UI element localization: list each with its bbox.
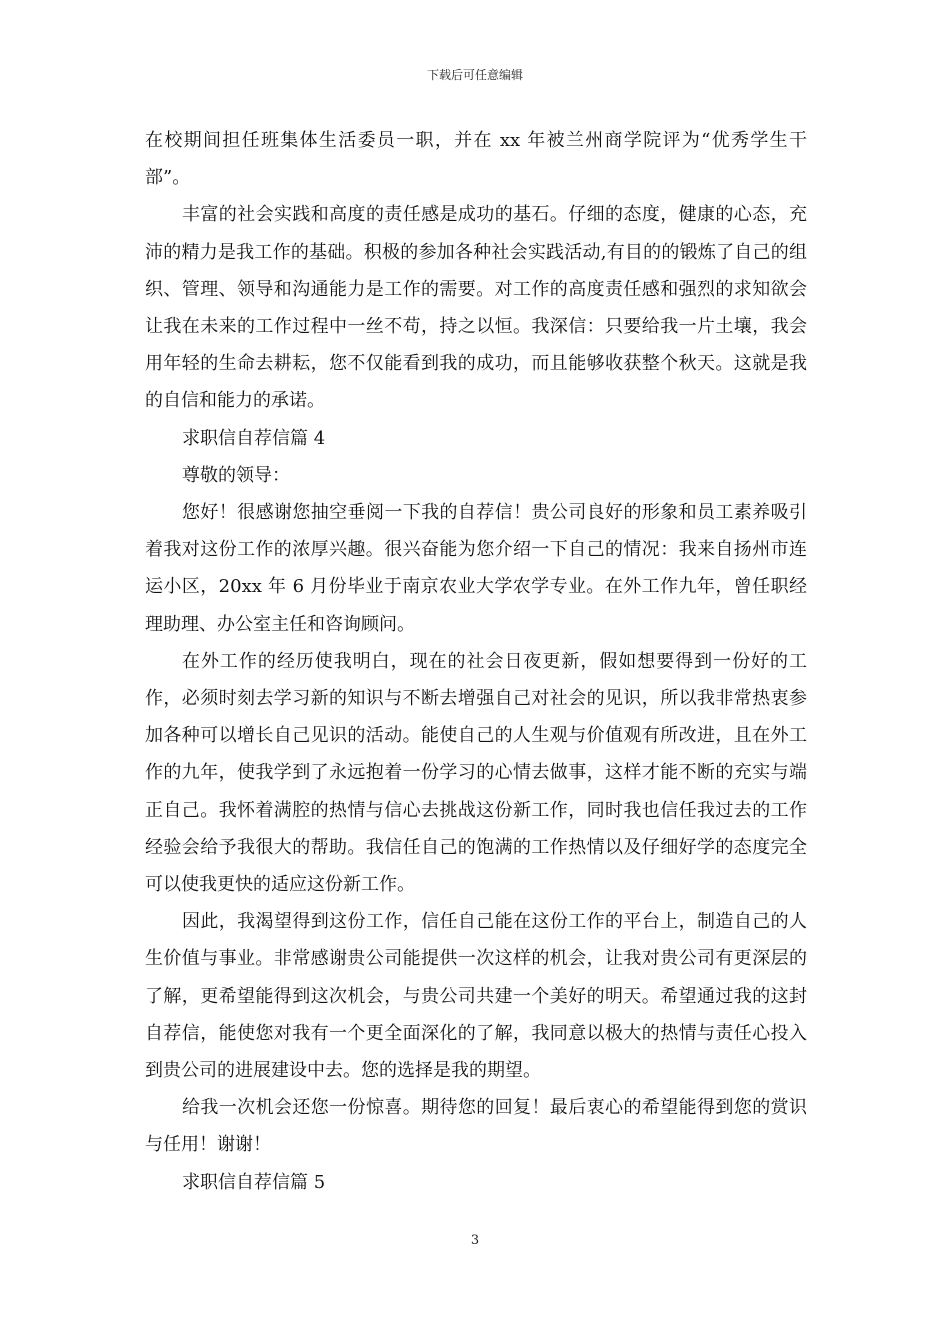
paragraph-body: 给我一次机会还您一份惊喜。期待您的回复！最后衷心的希望能得到您的赏识与任用！谢谢！ — [145, 1097, 807, 1156]
section-heading: 求职信自荐信篇 4 — [182, 427, 326, 449]
paragraph-body: 在外工作的经历使我明白，现在的社会日夜更新，假如想要得到一份好的工作，必须时刻去学习新的知识与不断去增强自己对社会的见识，所以我非常热衷参加各种可以增长自己见识的活动。能使自己的人生观与价值观有所改进，且在外工作的九年，使我学到了永远抱着一份学习的心情去做事，这样才能不断的充实与端正自己。我怀着满腔的热情与信心去挑战这份新工作，同时我也信任我过去的工作经验会给予我很大的帮助。我信任自己的饱满的工作热情以及仔细好学的态度完全可以使我更快的适应这份新工作。 — [145, 650, 807, 896]
document-body — [145, 122, 807, 1201]
section-heading: 求职信自荐信篇 5 — [182, 1171, 326, 1193]
paragraph-body: 您好！很感谢您抽空垂阅一下我的自荐信！贵公司良好的形象和员工素养吸引着我对这份工作的浓厚兴趣。很兴奋能为您介绍一下自己的情况：我来自扬州市连运小区，20xx 年 6 月份毕业于南京农业大学农学专业。在外工作九年，曾任职经理助理、办公室主任和咨询顾问。 — [145, 502, 807, 635]
page-header: 下载后可任意编辑 — [426, 68, 523, 82]
paragraph-body: 丰富的社会实践和高度的责任感是成功的基石。仔细的态度，健康的心态，充沛的精力是我工作的基础。积极的参加各种社会实践活动,有目的的锻炼了自己的组织、管理、领导和沟通能力是工作的需要。对工作的高度责任感和强烈的求知欲会让我在未来的工作过程中一丝不苟，持之以恒。我深信：只要给我一片土壤，我会用年轻的生命去耕耘，您不仅能看到我的成功，而且能够收获整个秋天。这就是我的自信和能力的承诺。 — [145, 204, 807, 412]
paragraph-body: 因此，我渴望得到这份工作，信任自己能在这份工作的平台上，制造自己的人生价值与事业。非常感谢贵公司能提供一次这样的机会，让我对贵公司有更深层的了解，更希望能得到这次机会，与贵公司共建一个美好的明天。希望通过我的这封自荐信，能使您对我有一个更全面深化的了解，我同意以极大的热情与责任心投入到贵公司的进展建设中去。您的选择是我的期望。 — [145, 911, 807, 1082]
paragraph-continuation: 在校期间担任班集体生活委员一职，并在 xx 年被兰州商学院评为“优秀学生干部”。 — [145, 130, 807, 189]
salutation: 尊敬的领导： — [182, 464, 290, 486]
page-number: 3 — [470, 1233, 480, 1248]
